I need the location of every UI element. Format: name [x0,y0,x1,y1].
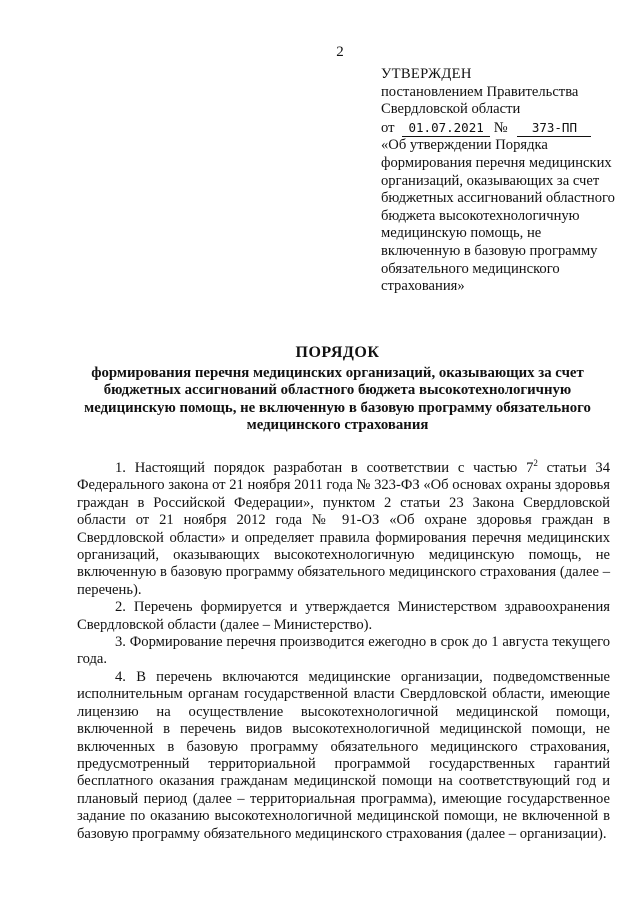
page-number: 2 [336,44,344,60]
paragraph-3: 3. Формирование перечня производится ежегодно в срок до 1 августа текущего года. [77,634,610,668]
approval-block [381,66,621,296]
from-label: от [381,119,395,136]
approval-status: УТВЕРЖДЕН [381,66,472,82]
approval-line-1: постановлением Правительства [381,83,579,100]
paragraph-1-superscript: 2 [533,458,538,469]
number-label: № [493,119,508,136]
document-title: ПОРЯДОК [295,344,380,361]
approval-quote: «Об утверждении Порядка формирования перечня медицинских организаций, оказывающих за счет бюджетных ассигнований областного бюджета высокотехнологичную медицинскую помощь, не включенную в базовую программу обязательного медицинского страхования» [381,137,615,295]
paragraph-1-part-b: статьи 34 Федерального закона от 21 ноября 2011 года № 323-ФЗ «Об основах охраны здоровья граждан в Российской Федерации», пунктом 2 статьи 23 Закона Свердловской области от 21 ноября 2012 года № 91-ОЗ «Об охране здоровья граждан в Свердловской области» и определяет правила формирования перечня медицинских организаций, оказывающих высокотехнологичную медицинскую помощь, не включенную в базовую программу обязательного медицинского страхования (далее – перечень). [77,460,610,598]
approval-date: 01.07.2021 [402,119,490,138]
document-body [77,460,610,843]
paragraph-2: 2. Перечень формируется и утверждается Министерством здравоохранения Свердловской области (далее – Министерство). [77,599,610,633]
approval-line-2: Свердловской области [381,101,521,118]
approval-number: 373-ПП [517,119,591,138]
document-subtitle: формирования перечня медицинских организаций, оказывающих за счет бюджетных ассигнований областного бюджета высокотехнологичную медицинскую помощь, не включенную в базовую программу обязательного медицинского страхования [84,364,591,434]
paragraph-1 [77,460,610,599]
paragraph-1-part-a: 1. Настоящий порядок разработан в соответствии с частью 7 [115,460,534,476]
document-heading [60,344,615,435]
paragraph-4: 4. В перечень включаются медицинские организации, подведомственные исполнительным органам государственной власти Свердловской области, имеющие лицензию на осуществление высокотехнологичной медицинской помощи, включенной в перечень видов высокотехнологичной медицинской помощи, не включенных в базовую программу обязательного медицинского страхования, предусмотренный территориальной программой государственных гарантий бесплатного оказания гражданам медицинской помощи на соответствующий год и плановый период (далее – территориальная программа), имеющие государственное задание по оказанию высокотехнологичной медицинской помощи, не включенной в базовую программу обязательного медицинского страхования (далее – организации). [77,668,610,842]
approval-date-line [381,119,621,138]
